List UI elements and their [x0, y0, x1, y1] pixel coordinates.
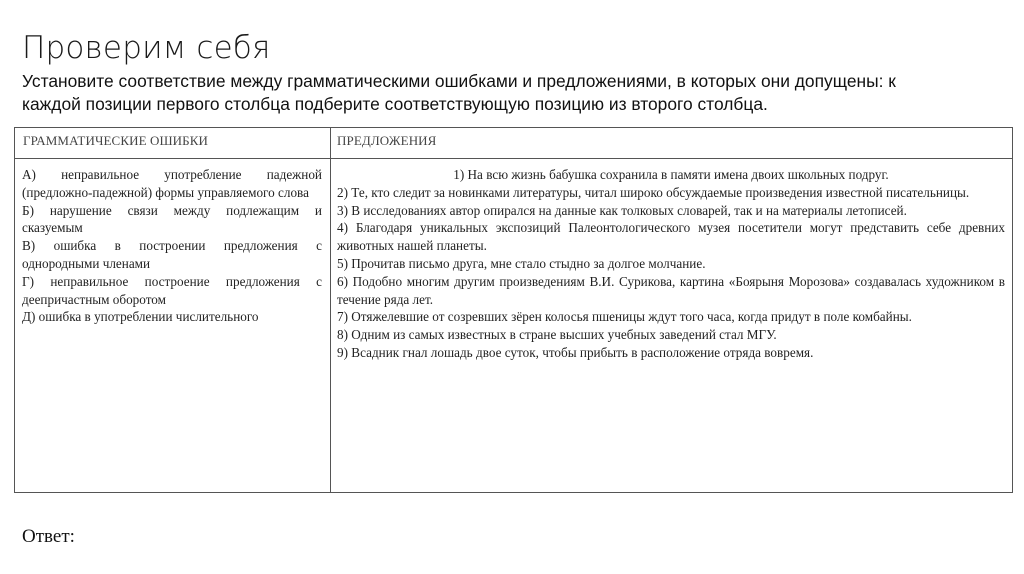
- sentence-item-6: 6) Подобно многим другим произведениям В.И. Сурикова, картина «Боярыня Морозова» создавалась художником в течение ряда лет.: [337, 273, 1005, 307]
- header-grammatical-errors: ГРАММАТИЧЕСКИЕ ОШИБКИ: [23, 133, 208, 148]
- error-item-a: А) неправильное употребление падежной (предложно-падежной) формы управляемого слова: [22, 167, 322, 200]
- sentence-item-9: 9) Всадник гнал лошадь двое суток, чтобы прибыть в расположение отряда вовремя.: [337, 344, 814, 360]
- answer-label: Ответ:: [22, 526, 75, 547]
- task-instruction: Установите соответствие между грамматическими ошибками и предложениями, в которых они допущены: к каждой позиции первого столбца подберите соответствующую позицию из второго столбца.: [22, 71, 896, 114]
- sentences-column: [337, 166, 1005, 362]
- error-item-v: В) ошибка в построении предложения с однородными членами: [22, 238, 322, 271]
- slide-title: Проверим себя: [22, 30, 271, 66]
- header-sentences: ПРЕДЛОЖЕНИЯ: [337, 133, 437, 148]
- errors-column: [22, 166, 322, 326]
- header-divider: [15, 158, 1012, 159]
- column-divider: [330, 128, 331, 492]
- sentence-item-1: 1) На всю жизнь бабушка сохранила в памяти имена двоих школьных подруг.: [453, 167, 889, 182]
- error-item-g: Г) неправильное построение предложения с деепричастным оборотом: [22, 273, 322, 307]
- sentence-item-3: 3) В исследованиях автор опирался на данные как толковых словарей, так и на материалы летописей.: [337, 202, 907, 218]
- sentence-item-8: 8) Одним из самых известных в стране высших учебных заведений стал МГУ.: [337, 327, 777, 343]
- sentence-item-7: 7) Отяжелевшие от созревших зёрен колосья пшеницы ждут того часа, когда придут в поле комбайны.: [337, 309, 912, 325]
- sentence-item-4: 4) Благодаря уникальных экспозиций Палеонтологического музея посетители могут представить себе древних животных нашей планеты.: [337, 220, 1005, 254]
- error-item-b: Б) нарушение связи между подлежащим и сказуемым: [22, 202, 322, 236]
- sentence-item-5: 5) Прочитав письмо друга, мне стало стыдно за долгое молчание.: [337, 255, 706, 271]
- sentence-item-2: 2) Те, кто следит за новинками литературы, читал широко обсуждаемые произведения известной писательницы.: [337, 184, 970, 200]
- matching-table: [14, 127, 1013, 493]
- error-item-d: Д) ошибка в употреблении числительного: [22, 309, 259, 325]
